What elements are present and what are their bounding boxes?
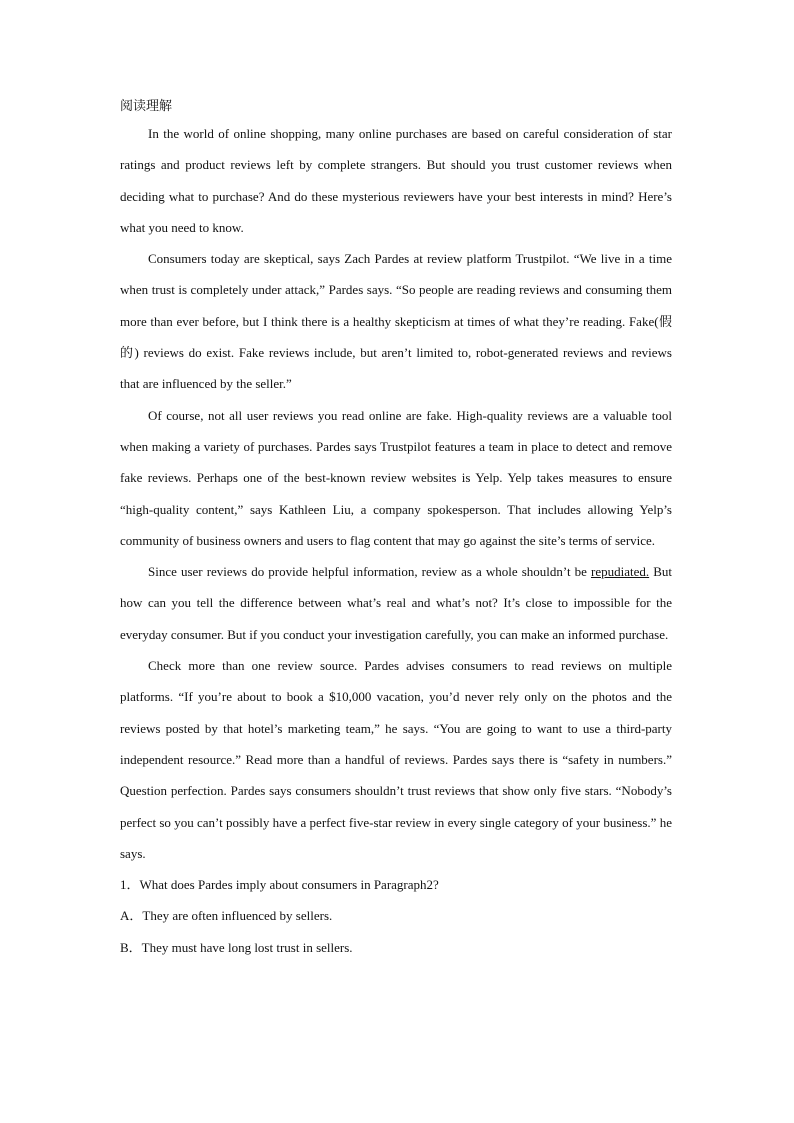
passage-paragraph-1: In the world of online shopping, many online purchases are based on careful consideration of star ratings and product reviews left by complete strangers. But should you trust customer reviews when deciding what to purchase? And do these mysterious reviewers have your best interests in mind? Here’s what you need to know. [120,126,672,235]
document-page [120,94,672,963]
question-1-option-b: B．They must have long lost trust in sellers. [120,939,353,955]
question-1-option-a: A．They are often influenced by sellers. [120,908,333,924]
passage-paragraph-3: Of course, not all user reviews you read online are fake. High-quality reviews are a valuable tool when making a variety of purchases. Pardes says Trustpilot features a team in place to detect and remove fake reviews. Perhaps one of the best-known review websites is Yelp. Yelp takes measures to ensure “high-quality content,” says Kathleen Liu, a company spokesperson. That includes allowing Yelp’s community of business owners and users to flag content that may go against the site’s terms of service. [120,407,672,548]
question-1-stem: 1．What does Pardes imply about consumers in Paragraph2? [120,877,439,893]
passage-paragraph-4 [120,556,672,650]
paragraph-4-start: Since user reviews do provide helpful information, review as a whole shouldn’t be [148,564,591,580]
section-title: 阅读理解 [120,98,173,113]
passage-paragraph-2: Consumers today are skeptical, says Zach Pardes at review platform Trustpilot. “We live in a time when trust is completely under attack,” Pardes says. “So people are reading reviews and consuming them more than ever before, but I think there is a healthy skepticism at times of what they’re reading. Fake(假的) reviews do exist. Fake reviews include, but aren’t limited to, robot-generated reviews and reviews that are influenced by the seller.” [120,251,672,392]
passage-paragraph-5: Check more than one review source. Pardes advises consumers to read reviews on multiple platforms. “If you’re about to book a $10,000 vacation, you’d never rely only on the photos and the reviews posted by that hotel’s marketing team,” he says. “You are going to want to use a third-party independent resource.” Read more than a handful of reviews. Pardes says there is “safety in numbers.” Question perfection. Pardes says consumers shouldn’t trust reviews that show only five stars. “Nobody’s perfect so you can’t possibly have a perfect five-star review in every single category of your business.” he says. [120,658,672,861]
paragraph-4-end: But how can you tell the difference between what’s real and what’s not? It’s close to impossible for the everyday consumer. But if you conduct your investigation carefully, you can make an informed purchase. [120,564,672,642]
underlined-word-repudiated: repudiated. [591,564,650,580]
